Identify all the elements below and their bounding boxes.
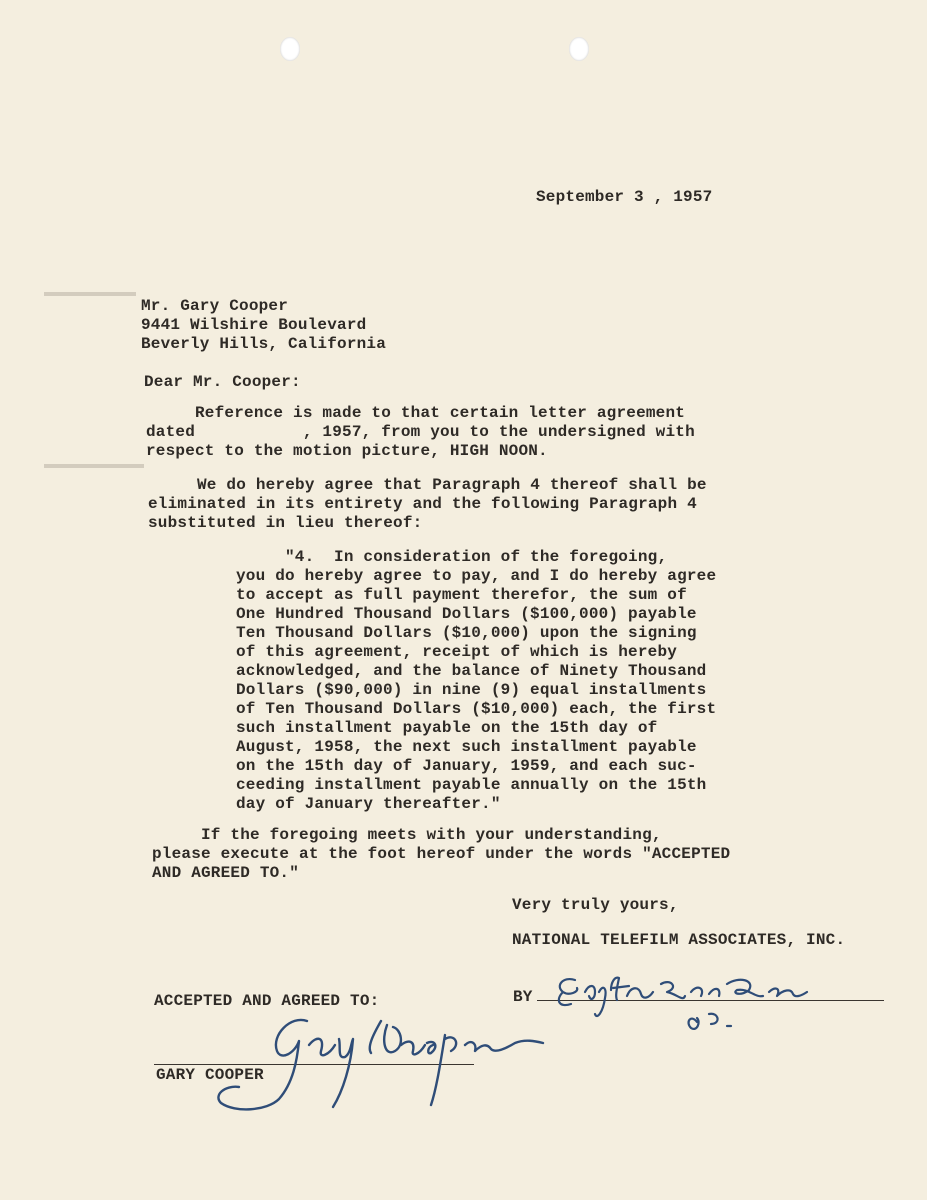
paragraph-line: If the foregoing meets with your understanding, — [152, 826, 662, 844]
quoted-line: you do hereby agree to pay, and I do hereby agree — [236, 567, 717, 585]
quoted-line: on the 15th day of January, 1959, and each suc- — [236, 757, 697, 775]
letter-date: September 3 , 1957 — [536, 188, 713, 206]
recipient-city: Beverly Hills, California — [141, 335, 387, 353]
paragraph-line: substituted in lieu thereof: — [148, 514, 423, 532]
punch-hole-left — [280, 37, 300, 61]
quoted-line: Ten Thousand Dollars ($10,000) upon the signing — [236, 624, 697, 642]
acceptor-name: GARY COOPER — [156, 1066, 264, 1084]
paragraph-line: We do hereby agree that Paragraph 4 thereof shall be — [148, 476, 707, 494]
quoted-line: "4. In consideration of the foregoing, — [236, 548, 668, 566]
paragraph-line: Reference is made to that certain letter agreement — [146, 404, 686, 422]
paragraph-line: please execute at the foot hereof under the words "ACCEPTED — [152, 845, 731, 863]
quoted-line: Dollars ($90,000) in nine (9) equal installments — [236, 681, 707, 699]
accepted-label: ACCEPTED AND AGREED TO: — [154, 992, 380, 1010]
margin-mark — [44, 292, 136, 296]
recipient-street: 9441 Wilshire Boulevard — [141, 316, 367, 334]
quoted-line: of this agreement, receipt of which is hereby — [236, 643, 678, 661]
recipient-name: Mr. Gary Cooper — [141, 297, 289, 315]
margin-mark — [44, 464, 144, 468]
valediction: Very truly yours, — [512, 896, 679, 914]
quoted-line: August, 1958, the next such installment payable — [236, 738, 697, 756]
quoted-line: of Ten Thousand Dollars ($10,000) each, the first — [236, 700, 717, 718]
paragraph-line: eliminated in its entirety and the following Paragraph 4 — [148, 495, 697, 513]
quoted-line: acknowledged, and the balance of Ninety Thousand — [236, 662, 707, 680]
quoted-line: One Hundred Thousand Dollars ($100,000) payable — [236, 605, 697, 623]
quoted-line: day of January thereafter." — [236, 795, 501, 813]
company-name: NATIONAL TELEFILM ASSOCIATES, INC. — [512, 931, 846, 949]
punch-hole-right — [569, 37, 589, 61]
paragraph-line: respect to the motion picture, HIGH NOON. — [146, 442, 548, 460]
by-label: BY — [513, 988, 533, 1006]
quoted-line: to accept as full payment therefor, the sum of — [236, 586, 687, 604]
paragraph-line: AND AGREED TO." — [152, 864, 300, 882]
paragraph-line: dated , 1957, from you to the undersigned with — [146, 423, 695, 441]
salutation: Dear Mr. Cooper: — [144, 373, 301, 391]
quoted-line: such installment payable on the 15th day of — [236, 719, 658, 737]
quoted-line: ceeding installment payable annually on the 15th — [236, 776, 707, 794]
